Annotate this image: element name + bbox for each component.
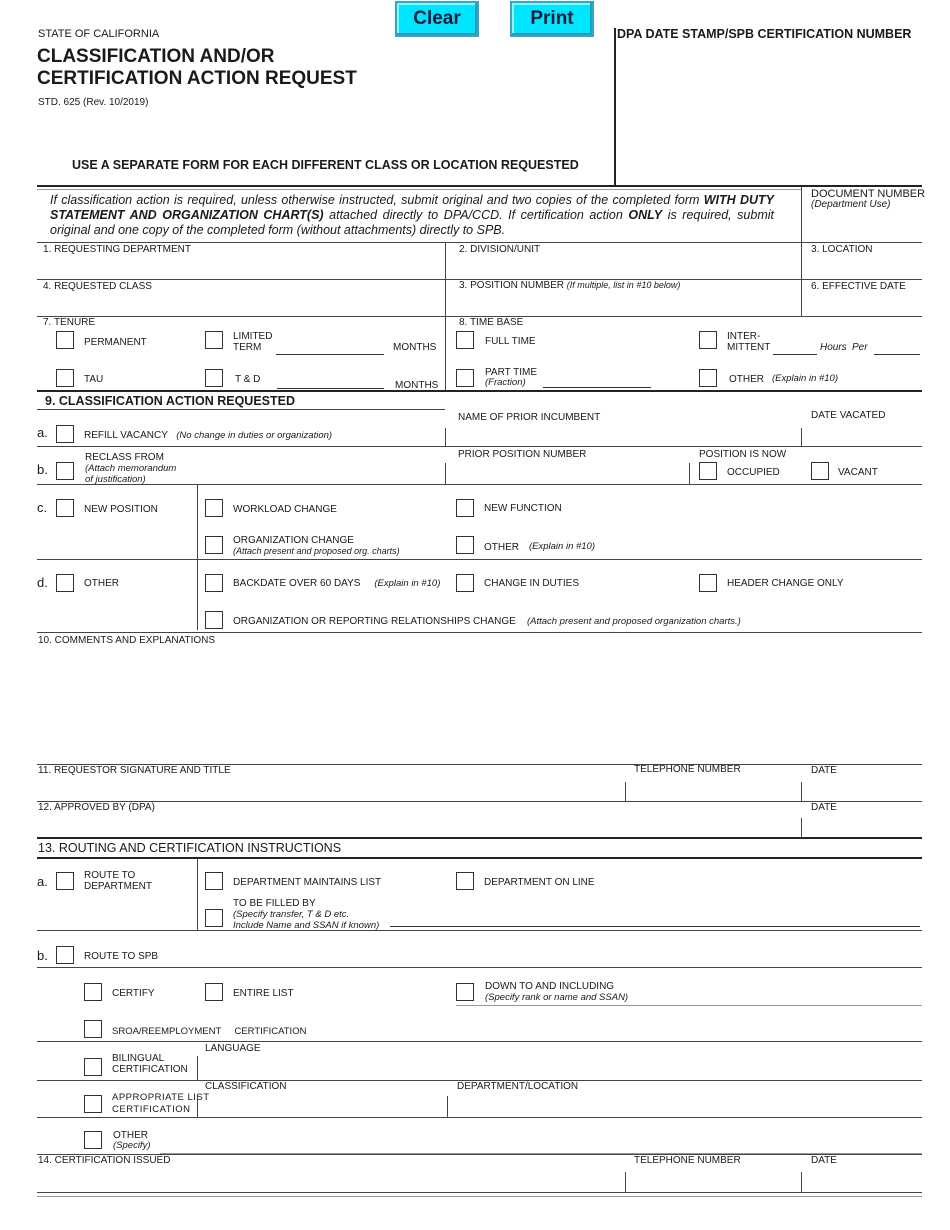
sroa-reemployment-checkbox[interactable]	[84, 1020, 102, 1038]
backdate-label: BACKDATE OVER 60 DAYS (Explain in #10)	[233, 578, 441, 589]
department-label: DEPARTMENT	[84, 881, 152, 892]
rule-top	[37, 185, 922, 187]
time-base-other-checkbox[interactable]	[699, 369, 717, 387]
division-unit-field[interactable]: 2. DIVISION/UNIT	[459, 244, 541, 255]
section-13-title: 13. ROUTING AND CERTIFICATION INSTRUCTIONS	[38, 841, 342, 855]
organization-change-checkbox[interactable]	[205, 536, 223, 554]
prior-position-number-label: PRIOR POSITION NUMBER	[458, 449, 587, 460]
bilingual-label: BILINGUAL	[112, 1053, 165, 1064]
other-13-label: OTHER	[113, 1130, 148, 1141]
part-time-checkbox[interactable]	[456, 369, 474, 387]
tenure-label: 7. TENURE	[43, 317, 96, 328]
date-vacated-label: DATE VACATED	[811, 410, 886, 421]
other-13-note: (Specify)	[113, 1140, 151, 1151]
other-d-checkbox[interactable]	[56, 574, 74, 592]
header-change-only-checkbox[interactable]	[699, 574, 717, 592]
reclass-note-1: (Attach memorandum	[85, 463, 177, 474]
down-to-and-including-checkbox[interactable]	[456, 983, 474, 1001]
time-base-other-label: OTHER	[729, 374, 764, 385]
occupied-label: OCCUPIED	[727, 467, 780, 478]
tbf-note-2: Include Name and SSAN if known)	[233, 920, 380, 931]
months-label-2: MONTHS	[395, 380, 439, 391]
prior-incumbent-label: NAME OF PRIOR INCUMBENT	[458, 412, 601, 423]
state-label: STATE OF CALIFORNIA	[38, 28, 160, 40]
certification-issued-field[interactable]: 14. CERTIFICATION ISSUED	[38, 1155, 171, 1166]
down-to-note: (Specify rank or name and SSAN)	[485, 992, 629, 1003]
requestor-telephone-field[interactable]: TELEPHONE NUMBER	[634, 764, 741, 775]
form-title-line2: CERTIFICATION ACTION REQUEST	[37, 68, 357, 89]
certification-date-field[interactable]: DATE	[811, 1155, 837, 1166]
change-in-duties-label: CHANGE IN DUTIES	[484, 578, 580, 589]
refill-vacancy-label: REFILL VACANCY (No change in duties or organization)	[84, 430, 333, 441]
route-to-spb-checkbox[interactable]	[56, 946, 74, 964]
item-13a-label: a.	[37, 874, 48, 889]
tau-checkbox[interactable]	[56, 369, 74, 387]
hours-label: Hours	[820, 342, 847, 353]
organization-change-label: ORGANIZATION CHANGE	[233, 535, 354, 546]
route-to-spb-label: ROUTE TO SPB	[84, 951, 159, 962]
certify-checkbox[interactable]	[84, 983, 102, 1001]
appropriate-list-certification-label: CERTIFICATION	[112, 1104, 191, 1115]
certify-label: CERTIFY	[112, 988, 155, 999]
clear-button[interactable]: Clear	[395, 1, 479, 37]
comments-explanations-field[interactable]: 10. COMMENTS AND EXPLANATIONS	[38, 635, 216, 646]
stamp-label: DPA DATE STAMP/SPB CERTIFICATION NUMBER	[617, 27, 912, 41]
other-13-checkbox[interactable]	[84, 1131, 102, 1149]
down-to-and-including-label: DOWN TO AND INCLUDING	[485, 981, 615, 992]
td-label: T & D	[235, 374, 261, 385]
sroa-reemployment-label: SROA/REEMPLOYMENT CERTIFICATION	[112, 1026, 307, 1037]
entire-list-checkbox[interactable]	[205, 983, 223, 1001]
document-number-label: DOCUMENT NUMBER	[811, 188, 926, 200]
position-is-now-label: POSITION IS NOW	[699, 449, 787, 460]
per-label: Per	[852, 342, 868, 353]
to-be-filled-by-input[interactable]	[390, 926, 920, 927]
time-base-label: 8. TIME BASE	[459, 317, 524, 328]
instructions-text: If classification action is required, unless otherwise instructed, submit original and two copies of the completed form WITH DUTY STATEMENT AND ORGANIZATION CHART(S) attached directly to DPA/CCD. If certification action ONLY is required, submit original and one copy of the completed form (without attachments) directly to SPB.	[50, 193, 774, 237]
org-reporting-change-checkbox[interactable]	[205, 611, 223, 629]
approved-date-field[interactable]: DATE	[811, 802, 837, 813]
part-time-fraction-input[interactable]	[543, 387, 651, 388]
effective-date-field[interactable]: 6. EFFECTIVE DATE	[811, 281, 906, 292]
td-months-input[interactable]	[277, 388, 384, 389]
other-d-label: OTHER	[84, 578, 119, 589]
document-number-note: (Department Use)	[811, 199, 891, 210]
inter-label: INTER-	[727, 331, 761, 342]
form-number: STD. 625 (Rev. 10/2019)	[38, 97, 149, 108]
backdate-checkbox[interactable]	[205, 574, 223, 592]
full-time-checkbox[interactable]	[456, 331, 474, 349]
tbf-note-1: (Specify transfer, T & D etc.	[233, 909, 350, 920]
limited-term-months-input[interactable]	[276, 354, 384, 355]
new-function-label: NEW FUNCTION	[484, 503, 562, 514]
intermittent-per-input[interactable]	[874, 354, 920, 355]
td-checkbox[interactable]	[205, 369, 223, 387]
other-c-note: (Explain in #10)	[529, 541, 596, 552]
route-to-department-checkbox[interactable]	[56, 872, 74, 890]
bilingual-certification-label: CERTIFICATION	[112, 1064, 188, 1075]
requested-class-field[interactable]: 4. REQUESTED CLASS	[43, 281, 152, 292]
tau-label: TAU	[84, 374, 104, 385]
position-number-field[interactable]: 3. POSITION NUMBER (If multiple, list in #10 below)	[459, 280, 681, 291]
department-location-field[interactable]: DEPARTMENT/LOCATION	[457, 1081, 579, 1092]
new-position-label: NEW POSITION	[84, 504, 158, 515]
classification-field[interactable]: CLASSIFICATION	[205, 1081, 287, 1092]
department-maintains-list-label: DEPARTMENT MAINTAINS LIST	[233, 877, 382, 888]
limited-term-checkbox[interactable]	[205, 331, 223, 349]
item-a-label: a.	[37, 425, 48, 440]
term-label: TERM	[233, 342, 262, 353]
occupied-checkbox[interactable]	[699, 462, 717, 480]
item-13b-label: b.	[37, 948, 48, 963]
change-in-duties-checkbox[interactable]	[456, 574, 474, 592]
full-time-label: FULL TIME	[485, 336, 536, 347]
permanent-checkbox[interactable]	[56, 331, 74, 349]
print-button[interactable]: Print	[510, 1, 594, 37]
bilingual-certification-checkbox[interactable]	[84, 1058, 102, 1076]
to-be-filled-by-label: TO BE FILLED BY	[233, 898, 316, 909]
route-to-label: ROUTE TO	[84, 870, 136, 881]
fraction-note: (Fraction)	[485, 377, 526, 388]
to-be-filled-by-checkbox[interactable]	[205, 909, 223, 927]
form-title-line1: CLASSIFICATION AND/OR	[37, 46, 275, 67]
reclass-checkbox[interactable]	[56, 462, 74, 480]
workload-change-label: WORKLOAD CHANGE	[233, 504, 337, 515]
new-function-checkbox[interactable]	[456, 499, 474, 517]
limited-label: LIMITED	[233, 331, 273, 342]
approved-by-field[interactable]: 12. APPROVED BY (DPA)	[38, 802, 155, 813]
new-position-checkbox[interactable]	[56, 499, 74, 517]
item-d-label: d.	[37, 575, 48, 590]
section-9-title: 9. CLASSIFICATION ACTION REQUESTED	[45, 394, 296, 408]
other-c-label: OTHER	[484, 542, 519, 553]
department-on-line-checkbox[interactable]	[456, 872, 474, 890]
item-b-label: b.	[37, 462, 48, 477]
reclass-note-2: of justification)	[85, 474, 146, 485]
vacant-label: VACANT	[838, 467, 878, 478]
use-separate-notice: USE A SEPARATE FORM FOR EACH DIFFERENT CLASS OR LOCATION REQUESTED	[72, 158, 579, 172]
requesting-department-field[interactable]: 1. REQUESTING DEPARTMENT	[43, 244, 191, 255]
appropriate-list-label: APPROPRIATE LIST	[112, 1092, 210, 1103]
permanent-label: PERMANENT	[84, 337, 147, 348]
requestor-signature-field[interactable]: 11. REQUESTOR SIGNATURE AND TITLE	[38, 765, 231, 776]
org-reporting-change-label: ORGANIZATION OR REPORTING RELATIONSHIPS CHANGE (Attach present and proposed organization charts.)	[233, 616, 741, 627]
reclass-label: RECLASS FROM	[85, 452, 164, 463]
language-field[interactable]: LANGUAGE	[205, 1043, 261, 1054]
workload-change-checkbox[interactable]	[205, 499, 223, 517]
time-base-other-note: (Explain in #10)	[772, 373, 839, 384]
location-field[interactable]: 3. LOCATION	[811, 244, 873, 255]
other-c-checkbox[interactable]	[456, 536, 474, 554]
part-time-label: PART TIME	[485, 367, 538, 378]
mittent-label: MITTENT	[727, 342, 771, 353]
header-change-only-label: HEADER CHANGE ONLY	[727, 578, 844, 589]
department-on-line-label: DEPARTMENT ON LINE	[484, 877, 595, 888]
intermittent-checkbox[interactable]	[699, 331, 717, 349]
refill-vacancy-checkbox[interactable]	[56, 425, 74, 443]
item-c-label: c.	[37, 500, 48, 515]
intermittent-hours-input[interactable]	[773, 354, 817, 355]
vacant-checkbox[interactable]	[811, 462, 829, 480]
requestor-date-field[interactable]: DATE	[811, 765, 837, 776]
appropriate-list-checkbox[interactable]	[84, 1095, 102, 1113]
months-label: MONTHS	[393, 342, 437, 353]
entire-list-label: ENTIRE LIST	[233, 988, 294, 999]
certification-telephone-field[interactable]: TELEPHONE NUMBER	[634, 1155, 741, 1166]
organization-change-note: (Attach present and proposed org. charts)	[233, 546, 400, 556]
department-maintains-list-checkbox[interactable]	[205, 872, 223, 890]
stamp-box-divider	[614, 28, 616, 186]
